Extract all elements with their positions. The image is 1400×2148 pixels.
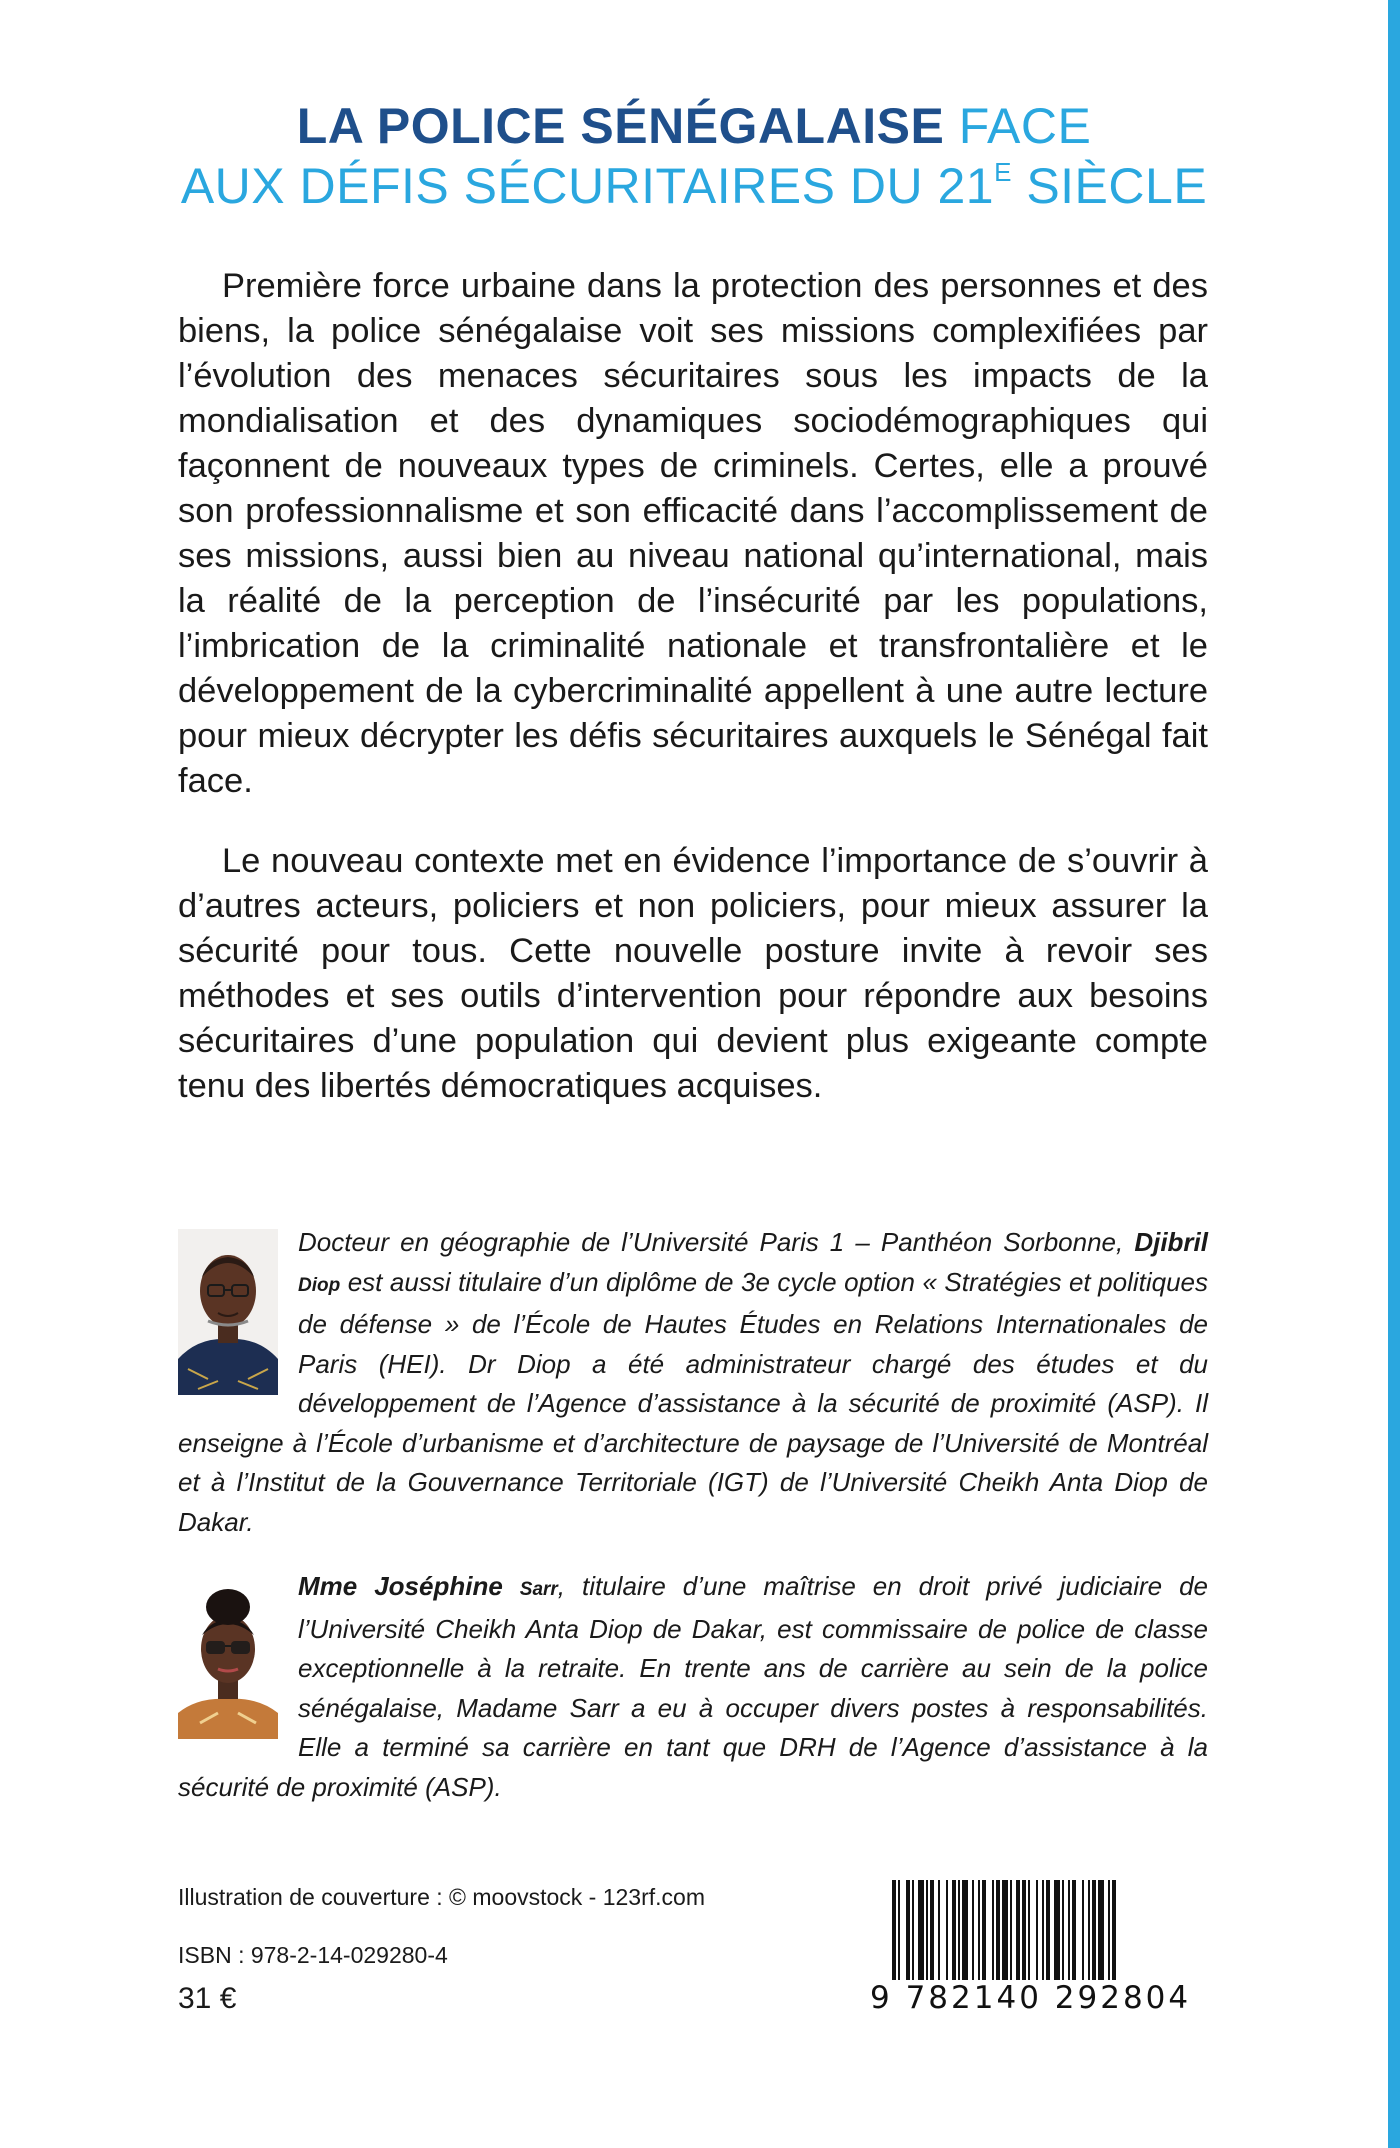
author-2-last-name: Sarr <box>519 1579 558 1600</box>
book-title <box>0 96 1388 216</box>
author-photo-sarr <box>178 1573 278 1739</box>
summary-text-2: Le nouveau contexte met en évidence l’importance de s’ouvrir à d’autres acteurs, policiers et non policiers, pour mieux assurer la sécurité pour tous. Cette nouvelle posture invite à revoir ses méthodes et ses outils d’intervention pour répondre aux besoins sécuritaires d’une population qui devient plus exigeante compte tenu des libertés démocratiques acquises. <box>178 842 1208 1105</box>
title-light-part: FACE <box>958 98 1092 154</box>
barcode-number: 9 782140 292804 <box>870 1980 1192 2016</box>
author-1-first-name: Djibril <box>1134 1227 1208 1257</box>
price-text: 31 € <box>178 1982 237 2015</box>
author-bio-2 <box>178 1567 1208 1807</box>
title-line-2-main: AUX DÉFIS SÉCURITAIRES DU 21 <box>180 158 995 214</box>
title-line-1 <box>0 96 1388 156</box>
author-bio-1 <box>178 1223 1208 1542</box>
summary-paragraph-2 <box>178 839 1208 1109</box>
spine-color-bar <box>1388 0 1400 2148</box>
summary-text-1: Première force urbaine dans la protection des personnes et des biens, la police sénégalaise voit ses missions complexifiées par l’évolution des menaces sécuritaires sous les impacts de la mondialisation et des dynamiques sociodémographiques qui façonnent de nouveaux types de criminels. Certes, elle a prouvé son professionnalisme et son efficacité dans l’accomplissement de ses missions, aussi bien au niveau national qu’international, mais la réalité de la perception de l’insécurité par les populations, l’imbrication de la criminalité nationale et transfrontalière et le développement de la cybercriminalité appellent à une autre lecture pour mieux décrypter les défis sécuritaires auxquels le Sénégal fait face. <box>178 267 1208 800</box>
author-2-first-name: Mme Joséphine <box>298 1571 503 1601</box>
author-1-intro: Docteur en géographie de l’Université Paris 1 – Panthéon Sorbonne, <box>298 1227 1124 1257</box>
title-superscript: E <box>994 157 1012 187</box>
author-1-last-name: Diop <box>298 1274 341 1296</box>
author-photo-diop <box>178 1229 278 1395</box>
title-bold-part: LA POLICE SÉNÉGALAISE <box>296 98 945 154</box>
author-bio-text-2 <box>178 1567 1208 1807</box>
isbn-text: ISBN : 978-2-14-029280-4 <box>178 1942 448 1968</box>
cover-illustration-credit: Illustration de couverture : © moovstock - 123rf.com <box>178 1884 705 1910</box>
author-2-name <box>298 1571 558 1601</box>
author-1-bio: est aussi titulaire d’un diplôme de 3e cycle option « Stratégies et politiques de défense » de l’École de Hautes Études en Relations Internationales de Paris (HEI). Dr Diop a été administrateur chargé des études et du développement de l’Agence d’assistance à la sécurité de proximité (ASP). Il enseigne à l’École d’urbanisme et d’architecture de paysage de l’Université de Montréal et à l’Institut de la Gouvernance Territoriale (IGT) de l’Université Cheikh Anta Diop de Dakar. <box>178 1266 1208 1537</box>
title-line-2 <box>0 156 1388 216</box>
title-line-2-end: SIÈCLE <box>1026 158 1208 214</box>
summary-paragraph-1 <box>178 264 1208 804</box>
author-bio-text-1 <box>178 1223 1208 1542</box>
author-2-bio: , titulaire d’une maîtrise en droit privé judiciaire de l’Université Cheikh Anta Diop de Dakar, est commissaire de police de classe exceptionnelle à la retraite. En trente ans de carrière au sein de la police sénégalaise, Madame Sarr a eu à occuper divers postes à responsabilités. Elle a terminé sa carrière en tant que DRH de l’Agence d’assistance à la sécurité de proximité (ASP). <box>178 1571 1208 1802</box>
